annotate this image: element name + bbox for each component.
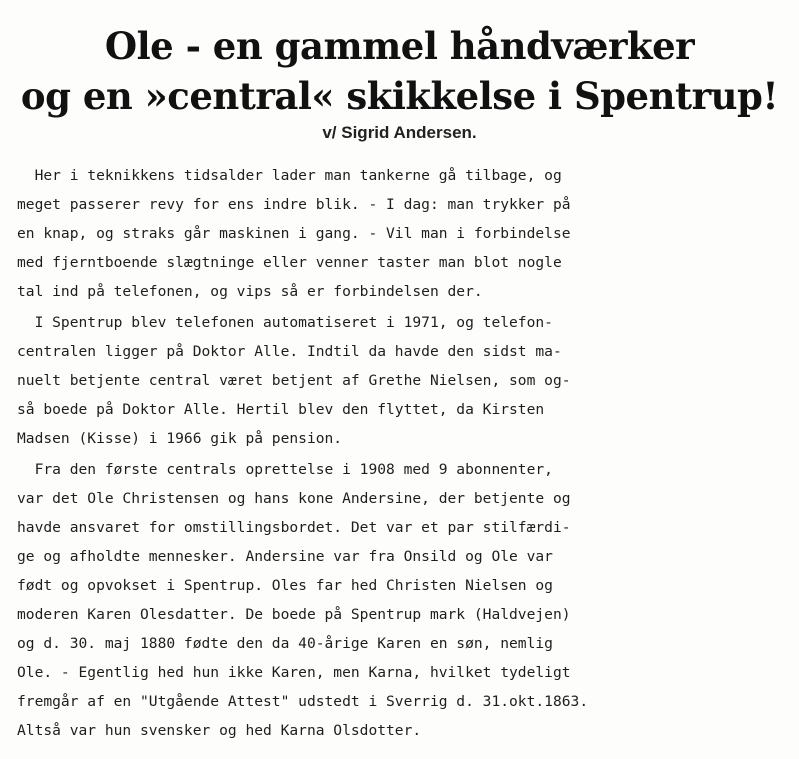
- body-text-line: meget passerer revy for ens indre blik. - I dag: man trykker på: [17, 196, 571, 213]
- article-byline: v/ Sigrid Andersen.: [322, 123, 477, 142]
- article-title-line-2: og en »central« skikkelse i Spentrup!: [20, 74, 779, 118]
- body-text-line: tal ind på telefonen, og vips så er forbindelsen der.: [17, 283, 483, 300]
- body-text-line: med fjerntboende slægtninge eller venner taster man blot nogle: [17, 254, 562, 271]
- body-text-line: Madsen (Kisse) i 1966 gik på pension.: [17, 430, 343, 447]
- body-text-line: moderen Karen Olesdatter. De boede på Spentrup mark (Haldvejen): [17, 606, 571, 623]
- body-text-line: fremgår af en "Utgående Attest" udstedt i Sverrig d. 31.okt.1863.: [17, 693, 589, 710]
- body-text-line: Her i teknikkens tidsalder lader man tankerne gå tilbage, og: [17, 167, 562, 184]
- body-text-line: Altså var hun svensker og hed Karna Olsdotter.: [17, 722, 422, 739]
- body-text-line: Fra den første centrals oprettelse i 1908 med 9 abonnenter,: [17, 461, 553, 478]
- body-text-line: centralen ligger på Doktor Alle. Indtil da havde den sidst ma-: [17, 343, 562, 360]
- body-text-line: var det Ole Christensen og hans kone Andersine, der betjente og: [17, 490, 571, 507]
- body-text-line: havde ansvaret for omstillingsbordet. Det var et par stilfærdi-: [17, 519, 571, 536]
- body-text-line: en knap, og straks går maskinen i gang. - Vil man i forbindelse: [17, 225, 571, 242]
- body-text-line: Ole. - Egentlig hed hun ikke Karen, men Karna, hvilket tydeligt: [17, 664, 571, 681]
- body-text-line: I Spentrup blev telefonen automatiseret i 1971, og telefon-: [17, 314, 553, 331]
- body-text-line: ge og afholdte mennesker. Andersine var fra Onsild og Ole var: [17, 548, 553, 565]
- body-text-line: og d. 30. maj 1880 fødte den da 40-årige Karen en søn, nemlig: [17, 635, 553, 652]
- body-text-line: nuelt betjente central været betjent af Grethe Nielsen, som og-: [17, 372, 571, 389]
- body-text-line: født og opvokset i Spentrup. Oles far hed Christen Nielsen og: [17, 577, 553, 594]
- body-text-line: så boede på Doktor Alle. Hertil blev den flyttet, da Kirsten: [17, 401, 545, 418]
- article-title-line-1: Ole - en gammel håndværker: [104, 24, 695, 68]
